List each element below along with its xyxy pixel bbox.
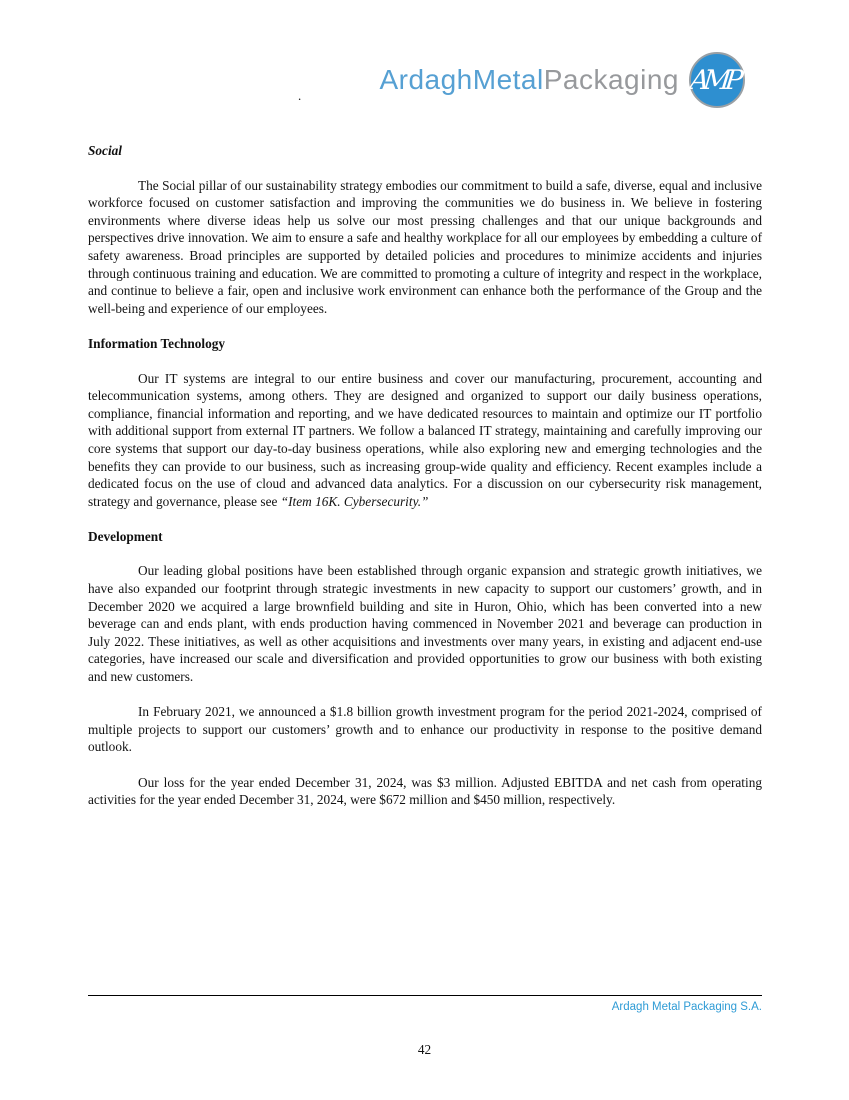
logo-wordmark <box>379 64 679 96</box>
heading-information-technology: Information Technology <box>88 335 226 351</box>
footer-company-name: Ardagh Metal Packaging S.A. <box>611 1001 762 1013</box>
heading-development: Development <box>88 528 163 544</box>
stray-period-mark: . <box>298 88 302 103</box>
paragraph-development-2: In February 2021, we announced a $1.8 billion growth investment program for the period 2021-2024, comprised of multiple projects to support our customers’ growth and to enhance our productivity in response to the positive demand outlook. <box>88 704 762 755</box>
paragraph-it-main: Our IT systems are integral to our entire business and cover our manufacturing, procurement, accounting and telecommunication systems, among others. They are designed and organized to support our daily business operations, compliance, financial information and reporting, and we have dedicated resources to maintain and optimize our IT portfolio with additional support from external IT partners. We follow a balanced IT strategy, maintaining and carefully improving our core systems that support our day-to-day business operations, while also exploring new and emerging technologies and the benefits they can provide to our business, such as increasing group-wide quality and efficiency. Recent examples include a dedicated focus on the use of cloud and advanced data analytics. For a discussion on our cybersecurity risk management, strategy and governance, please see <box>88 370 762 509</box>
paragraph-development-1: Our leading global positions have been established through organic expansion and strategic growth initiatives, we have also expanded our footprint through strategic investments in new capacity to support our customers’ growth, and in December 2020 we acquired a large brownfield building and site in Huron, Ohio, which has been converted into a new beverage can and ends plant, with ends production having commenced in November 2021 and beverage can production in July 2022. These initiatives, as well as other acquisitions and investments over many years, in existing and adjacent end-use categories, have increased our scale and diversification and provided opportunities to grow our business with both existing and new customers. <box>88 563 762 685</box>
heading-social: Social <box>88 143 122 158</box>
logo-wordmark-blue: ArdaghMetal <box>379 64 544 95</box>
footer-divider <box>88 995 762 996</box>
company-logo <box>379 52 745 108</box>
document-body <box>88 142 762 809</box>
logo-wordmark-gray: Packaging <box>543 64 679 95</box>
amp-monogram-icon <box>689 52 745 108</box>
amp-monogram-letters: AMP <box>688 64 740 96</box>
page-number: 42 <box>417 1042 432 1057</box>
item-16k-cybersecurity-reference: “Item 16K. Cybersecurity.” <box>280 493 429 509</box>
paragraph-social: The Social pillar of our sustainability strategy embodies our commitment to build a safe, diverse, equal and inclusive workforce focused on customer satisfaction and improving the communities we do business in. We believe in fostering environments where diverse ideas help us solve our most pressing challenges and that our unique backgrounds and perspectives drive innovation. We aim to ensure a safe and healthy workplace for all our employees by embedding a culture of safety awareness. Broad principles are supported by detailed policies and procedures to minimize accidents and injuries through continuous training and education. We are committed to promoting a culture of integrity and respect in the workplace, and continue to believe a fair, open and inclusive work environment can enhance both the performance of the Group and the well-being and experience of our employees. <box>88 177 762 316</box>
paragraph-development-3: Our loss for the year ended December 31, 2024, was $3 million. Adjusted EBITDA and net cash from operating activities for the year ended December 31, 2024, were $672 million and $450 million, respectively. <box>88 774 762 808</box>
paragraph-information-technology <box>88 370 762 511</box>
